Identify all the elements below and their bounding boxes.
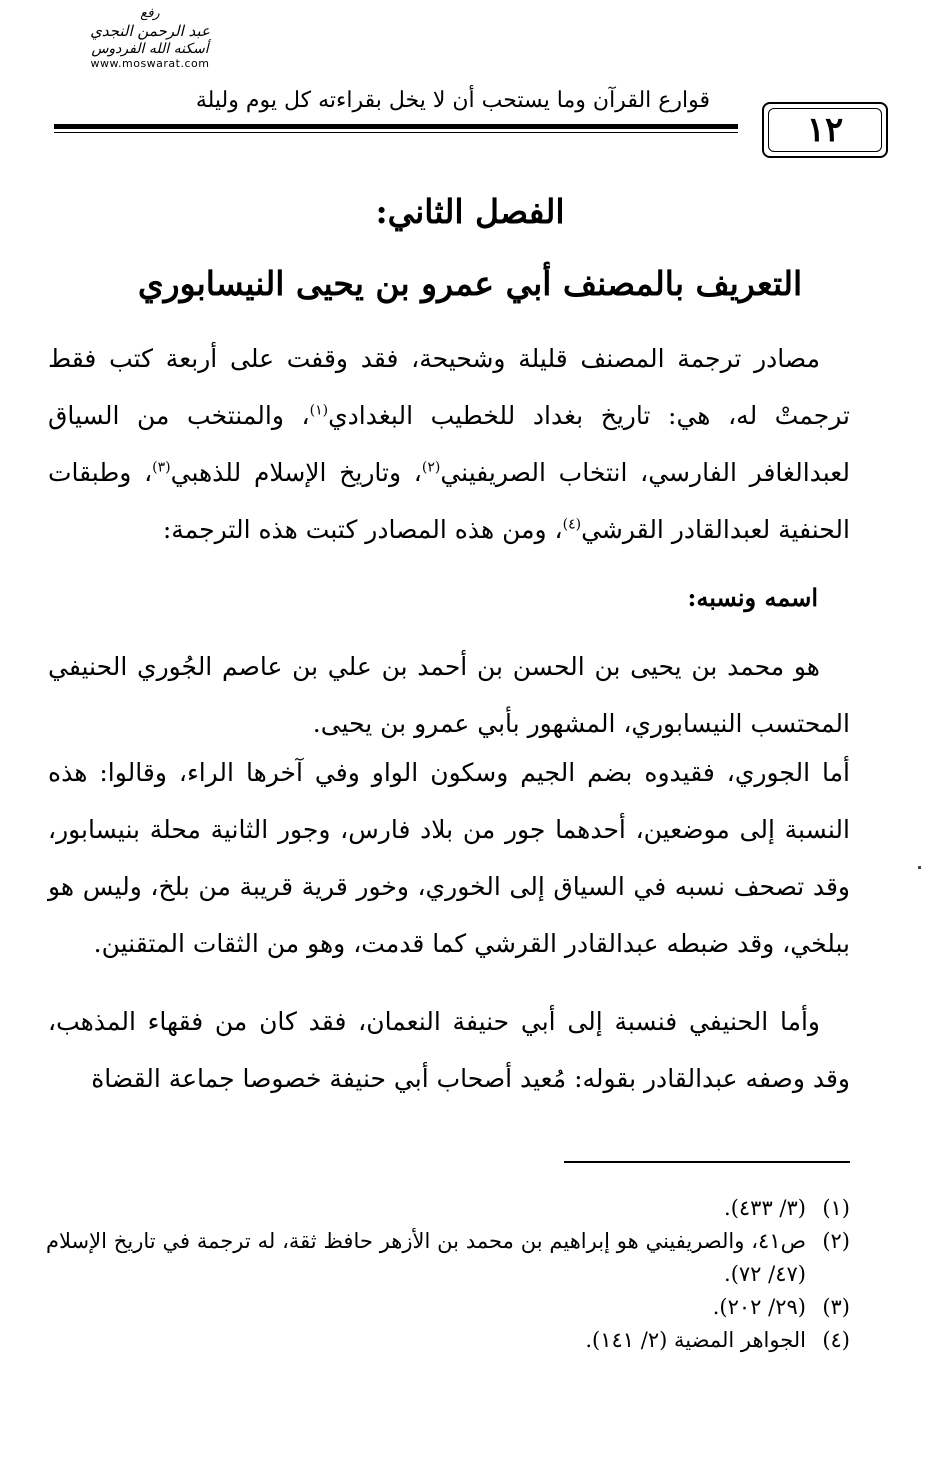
page-number-box (762, 102, 888, 158)
paragraph-jouri: أما الجوري، فقيدوه بضم الجيم وسكون الواو وفي آخرها الراء، وقالوا: هذه النسبة إلى موضعين، أحدهما جور من بلاد فارس، وجور الثانية محلة بنيسابور، وقد تصحف نسبه في السياق إلى الخوري، وخور قرية قريبة من بلخ، وليس هو ببلخي، وقد ضبطه عبدالقادر القرشي كما قدمت، وهو من الثقات المتقنين. (48, 758, 850, 958)
page-number: ١٢ (806, 110, 844, 150)
footnote-item (46, 1324, 850, 1357)
footnote-text: (٣/ ٤٣٣). (724, 1196, 806, 1220)
footnote-ref-4: (٤) (562, 516, 582, 533)
margin-dot (918, 866, 921, 869)
paragraph-sources-text-3: ، وتاريخ الإسلام للذهبي (170, 458, 422, 487)
paragraph-sources-text-1: مصادر ترجمة المصنف قليلة وشحيحة، فقد وقفت على أربعة كتب فقط ترجمتْ له، هي: تاريخ بغداد للخطيب البغدادي (48, 344, 850, 430)
chapter-subtitle: التعريف بالمصنف أبي عمرو بن يحيى النيسابوري (137, 264, 803, 303)
footnote-number: (١) (822, 1196, 850, 1220)
header-rule-thin (54, 132, 738, 133)
footnote-item (46, 1192, 850, 1225)
footnote-text: (٢٩/ ٢٠٢). (712, 1295, 806, 1319)
paragraph-sources-text-4: ، وطبقات الحنفية لعبدالقادر القرشي (48, 458, 850, 544)
section-heading-name-lineage: اسمه ونسبه: (687, 583, 818, 612)
footnote-ref-1: (١) (309, 402, 329, 419)
footnote-text: ص٤١، والصريفيني هو إبراهيم بن محمد بن الأزهر حافظ ثقة، له ترجمة في تاريخ الإسلام (٤٧/ ٧٢). (46, 1229, 806, 1286)
stamp-line-2: عبد الرحمن النجدي (90, 22, 210, 40)
paragraph-hanifi: وأما الحنيفي فنسبة إلى أبي حنيفة النعمان، فقد كان من فقهاء المذهب، وقد وصفه عبدالقادر بقوله: مُعيد أصحاب أبي حنيفة خصوصا جماعة القضاة (48, 1007, 850, 1093)
footnote-item (46, 1225, 850, 1291)
footnote-number: (٤) (822, 1328, 850, 1352)
running-header-title: قوارع القرآن وما يستحب أن لا يخل بقراءته كل يوم وليلة (195, 88, 710, 113)
footnote-separator (564, 1161, 850, 1163)
paragraph-sources (48, 330, 850, 558)
footnote-item (46, 1291, 850, 1324)
paragraph-sources-text-5: ، ومن هذه المصادر كتبت هذه الترجمة: (162, 515, 563, 544)
stamp-url: www.moswarat.com (90, 57, 210, 70)
paragraph-sources-text-2: ، والمنتخب من السياق لعبدالغافر الفارسي، انتخاب الصريفيني (48, 401, 850, 487)
footnote-number: (٢) (822, 1229, 850, 1253)
footnote-text: الجواهر المضية (٢/ ١٤١). (585, 1328, 806, 1352)
chapter-title: الفصل الثاني: (375, 192, 565, 231)
footnote-ref-3: (٣) (152, 459, 171, 476)
stamp-line-3: أسكنه الله الفردوس (91, 41, 209, 57)
watermark-stamp (40, 6, 260, 80)
footnote-number: (٣) (822, 1295, 850, 1319)
paragraph-name: هو محمد بن يحيى بن الحسن بن أحمد بن علي بن عاصم الجُوري الحنيفي المحتسب النيسابوري، المشهور بأبي عمرو بن يحيى. (48, 652, 850, 738)
footnote-ref-2: (٢) (421, 459, 441, 476)
stamp-line-1: رفع (140, 6, 160, 21)
footnotes (46, 1192, 850, 1357)
header-rule-thick (54, 124, 738, 129)
